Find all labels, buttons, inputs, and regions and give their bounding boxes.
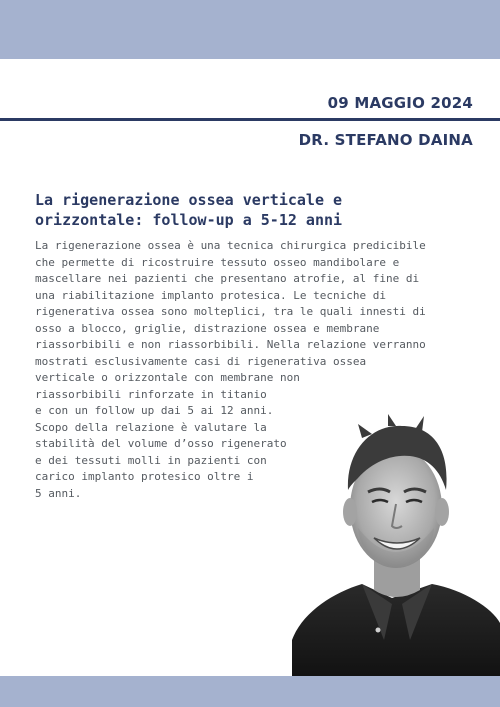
body-line: riassorbibili rinforzate in titanio — [35, 387, 267, 401]
body-line: mostrati esclusivamente casi di rigenerativa ossea — [35, 354, 367, 368]
body-line: La rigenerazione ossea è una tecnica chirurgica predicibile — [35, 239, 426, 252]
event-date: 09 MAGGIO 2024 — [327, 94, 473, 112]
speaker-name: DR. STEFANO DAINA — [298, 131, 473, 149]
body-line: e dei tessuti molli in pazienti con — [35, 453, 267, 467]
body-line: verticale o orizzontale con membrane non — [35, 371, 300, 384]
body-line: 5 anni. — [35, 486, 82, 500]
body-line: che permette di ricostruire tessuto osseo mandibolare e — [35, 255, 400, 269]
article-title — [35, 190, 475, 230]
body-line: una riabilitazione implanto protesica. Le tecniche di — [35, 288, 386, 302]
body-line: stabilità del volume d’osso rigenerato — [35, 437, 287, 450]
title-line: La rigenerazione ossea verticale e — [35, 191, 343, 209]
body-line: carico implanto protesico oltre i — [35, 470, 254, 483]
top-band — [0, 0, 500, 59]
body-line: Scopo della relazione è valutare la — [35, 420, 267, 434]
bottom-band — [0, 676, 500, 707]
portrait-photo-icon — [292, 408, 500, 676]
body-line: e con un follow up dai 5 ai 12 anni. — [35, 404, 274, 417]
header-divider — [0, 118, 500, 121]
body-line: osso a blocco, griglie, distrazione ossea e membrane — [35, 321, 380, 335]
body-line: rigenerativa ossea sono molteplici, tra le quali innesti di — [35, 305, 426, 318]
speaker-portrait — [292, 408, 500, 676]
body-line: riassorbibili e non riassorbibili. Nella relazione verranno — [35, 338, 426, 351]
body-line: mascellare nei pazienti che presentano atrofie, al fine di — [35, 272, 420, 285]
title-line: orizzontale: follow-up a 5-12 anni — [35, 211, 343, 229]
